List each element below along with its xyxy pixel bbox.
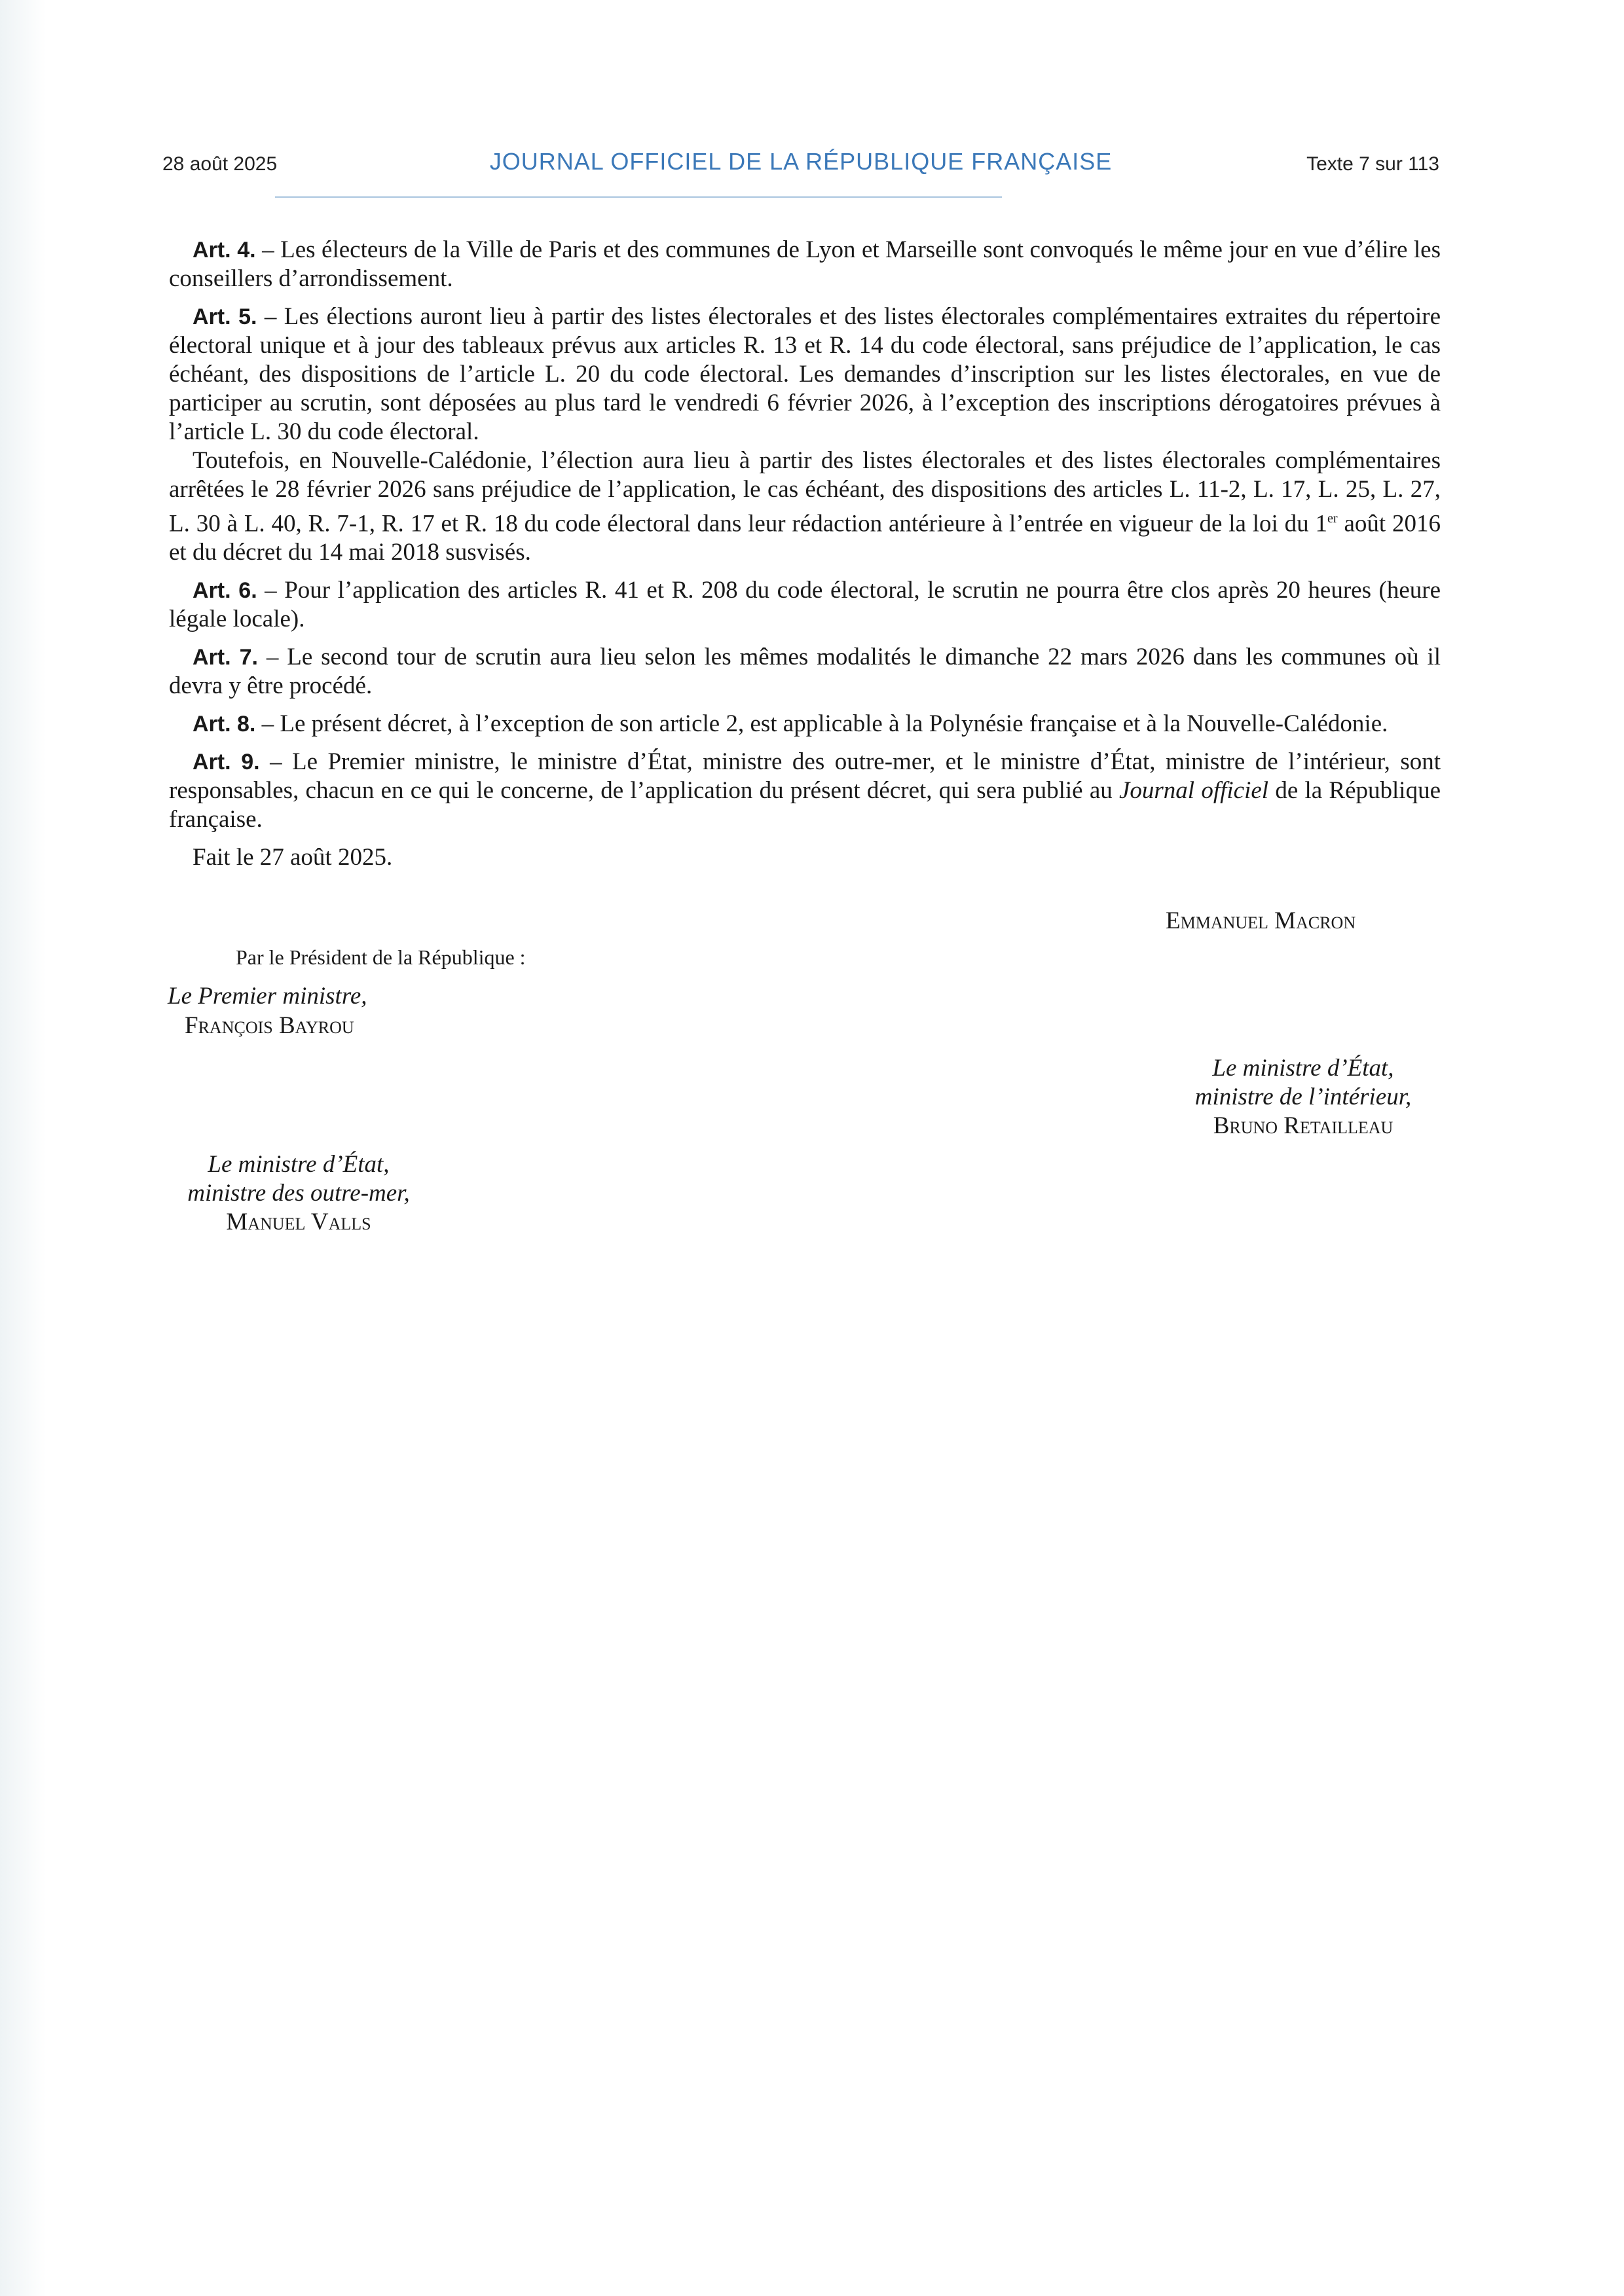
article-text: Les électeurs de la Ville de Paris et des communes de Lyon et Marseille sont convoqués le même jour en vue d’élire les conseillers d’arrondissement. [169, 236, 1441, 292]
page-header [162, 148, 1439, 187]
article-9: Art. 9. – Le Premier ministre, le ministre d’État, ministre des outre-mer, et le ministre d’État, ministre de l’intérieur, sont responsables, chacun en ce qui le concerne, de l’application du présent décret, qui sera publié au Journal officiel de la République française. [169, 748, 1441, 833]
article-5: Art. 5. – Les élections auront lieu à partir des listes électorales et des listes électorales complémentaires extraites du répertoire électoral unique et à jour des tableaux prévus aux articles R. 13 et R. 14 du code électoral, sans préjudice de l’application, le cas échéant, des dispositions de l’article L. 20 du code électoral. Les demandes d’inscription sur les listes électorales, en vue de participer au scrutin, sont déposées au plus tard le vendredi 6 février 2026, à l’exception des inscriptions dérogatoires prévues à l’article L. 30 du code électoral. [169, 303, 1441, 445]
signature-president: Emmanuel Macron [1166, 907, 1356, 934]
outremer-title-1: Le ministre d’État, [208, 1151, 390, 1178]
header-divider [275, 196, 1002, 198]
article-8: Art. 8. – Le présent décret, à l’exception de son article 2, est applicable à la Polynésie française et à la Nouvelle-Calédonie. [193, 710, 1388, 738]
article-text: Le second tour de scrutin aura lieu selon les mêmes modalités le dimanche 22 mars 2026 dans les communes où il devra y être procédé. [169, 644, 1441, 700]
paragraph-nouvelle-caledonie: Toutefois, en Nouvelle-Calédonie, l’élection aura lieu à partir des listes électorales et des listes électorales complémentaires arrêtées le 28 février 2026 sans préjudice de l’application, le cas échéant, des dispositions des articles L. 11-2, L. 17, L. 25, L. 27, L. 30 à L. 40, R. 7-1, R. 17 et R. 18 du code électoral dans leur rédaction antérieure à l’entrée en vigueur de la loi du 1er août 2016 et du décret du 14 mai 2018 susvisés. [169, 447, 1441, 566]
header-date: 28 août 2025 [162, 153, 278, 175]
premier-ministre-title: Le Premier ministre, [168, 983, 367, 1010]
par-le-president: Par le Président de la République : [236, 945, 526, 969]
article-4: Art. 4. – Les électeurs de la Ville de Paris et des communes de Lyon et Marseille sont convoqués le même jour en vue d’élire les conseillers d’arrondissement. [169, 236, 1441, 292]
decree-body [169, 236, 1441, 872]
interieur-name: Bruno Retailleau [1213, 1112, 1393, 1139]
article-label: Art. 9. [193, 750, 260, 775]
article-7: Art. 7. – Le second tour de scrutin aura lieu selon les mêmes modalités le dimanche 22 mars 2026 dans les communes où il devra y être procédé. [169, 644, 1441, 700]
article-label: Art. 7. [193, 645, 258, 670]
outremer-title-2: ministre des outre-mer, [187, 1180, 410, 1207]
premier-ministre-name: François Bayrou [185, 1012, 354, 1039]
article-text: Le présent décret, à l’exception de son article 2, est applicable à la Polynésie française et à la Nouvelle-Calédonie. [280, 710, 1388, 738]
article-text: Les élections auront lieu à partir des listes électorales et des listes électorales complémentaires extraites du répertoire électoral unique et à jour des tableaux prévus aux articles R. 13 et R. 14 du code électoral, sans préjudice de l’application, le cas échéant, des dispositions de l’article L. 20 du code électoral. Les demandes d’inscription sur les listes électorales, en vue de participer au scrutin, sont déposées au plus tard le vendredi 6 février 2026, à l’exception des inscriptions dérogatoires prévues à l’article L. 30 du code électoral. [169, 303, 1441, 445]
article-label: Art. 5. [193, 304, 257, 329]
outremer-name: Manuel Valls [226, 1209, 371, 1235]
article-label: Art. 4. [193, 238, 256, 263]
interieur-title-2: ministre de l’intérieur, [1194, 1084, 1412, 1110]
article-text: Pour l’application des articles R. 41 et R. 208 du code électoral, le scrutin ne pourra être clos après 20 heures (heure légale locale). [169, 577, 1441, 633]
journal-officiel-italic: Journal officiel [1118, 777, 1269, 805]
scan-edge-shading [0, 0, 46, 2296]
journal-title: JOURNAL OFFICIEL DE LA RÉPUBLIQUE FRANÇAISE [489, 148, 1113, 175]
interieur-title-1: Le ministre d’État, [1212, 1055, 1394, 1082]
article-6: Art. 6. – Pour l’application des articles R. 41 et R. 208 du code électoral, le scrutin ne pourra être clos après 20 heures (heure légale locale). [169, 577, 1441, 633]
fait-le-date: Fait le 27 août 2025. [193, 844, 393, 871]
article-label: Art. 8. [193, 712, 256, 737]
page-counter: Texte 7 sur 113 [1306, 153, 1439, 175]
article-label: Art. 6. [193, 578, 257, 604]
